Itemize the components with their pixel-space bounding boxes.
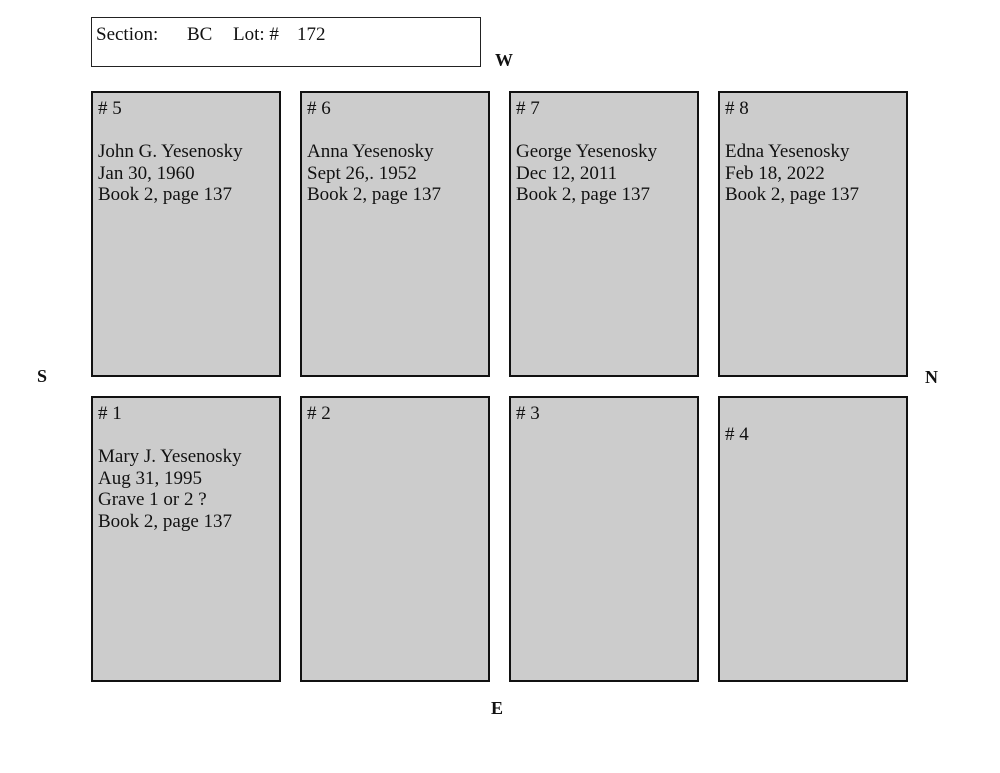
plot-number: # 5 [98, 98, 122, 119]
plot-2 [300, 396, 490, 682]
burial-date: Feb 18, 2022 [725, 162, 825, 184]
plot-6 [300, 91, 490, 377]
burial-date: Jan 30, 1960 [98, 162, 195, 184]
section-lot-box [91, 17, 481, 67]
compass-east: E [491, 698, 504, 718]
plot-1 [91, 396, 281, 682]
plot-number: # 7 [516, 98, 540, 119]
record-reference: Book 2, page 137 [307, 184, 442, 205]
plot-7 [509, 91, 699, 377]
record-reference: Book 2, page 137 [98, 184, 233, 205]
burial-name: Edna Yesenosky [725, 141, 850, 162]
section-value: BC [187, 24, 213, 45]
record-reference: Book 2, page 137 [725, 184, 860, 205]
plot-number: # 3 [516, 403, 540, 424]
plot-details [725, 141, 859, 206]
plot-8 [718, 91, 908, 377]
record-reference: Book 2, page 137 [516, 184, 651, 205]
grave-note: Grave 1 or 2 ? [98, 489, 207, 510]
plot-details [516, 141, 657, 206]
compass-west: W [495, 50, 513, 70]
burial-name: John G. Yesenosky [98, 141, 243, 162]
burial-date: Sept 26,. 1952 [307, 162, 417, 184]
plot-number: # 4 [725, 424, 749, 445]
plot-number: # 8 [725, 98, 749, 119]
burial-date: Dec 12, 2011 [516, 162, 618, 184]
burial-name: George Yesenosky [516, 141, 658, 162]
plot-3 [509, 396, 699, 682]
plot-details [98, 141, 243, 206]
burial-name: Mary J. Yesenosky [98, 446, 242, 467]
burial-date: Aug 31, 1995 [98, 467, 202, 489]
section-label: Section: [96, 24, 159, 45]
burial-name: Anna Yesenosky [307, 141, 434, 162]
plot-4 [718, 396, 908, 682]
compass-south: S [37, 366, 48, 386]
plot-number: # 1 [98, 403, 122, 424]
plot-number: # 2 [307, 403, 331, 424]
plot-details [98, 446, 242, 532]
record-reference: Book 2, page 137 [98, 510, 233, 532]
plot-details [307, 141, 441, 206]
plot-number: # 6 [307, 98, 331, 119]
plot-5 [91, 91, 281, 377]
compass-north: N [925, 367, 938, 387]
lot-value: 172 [297, 24, 326, 45]
lot-label: Lot: # [233, 24, 279, 45]
